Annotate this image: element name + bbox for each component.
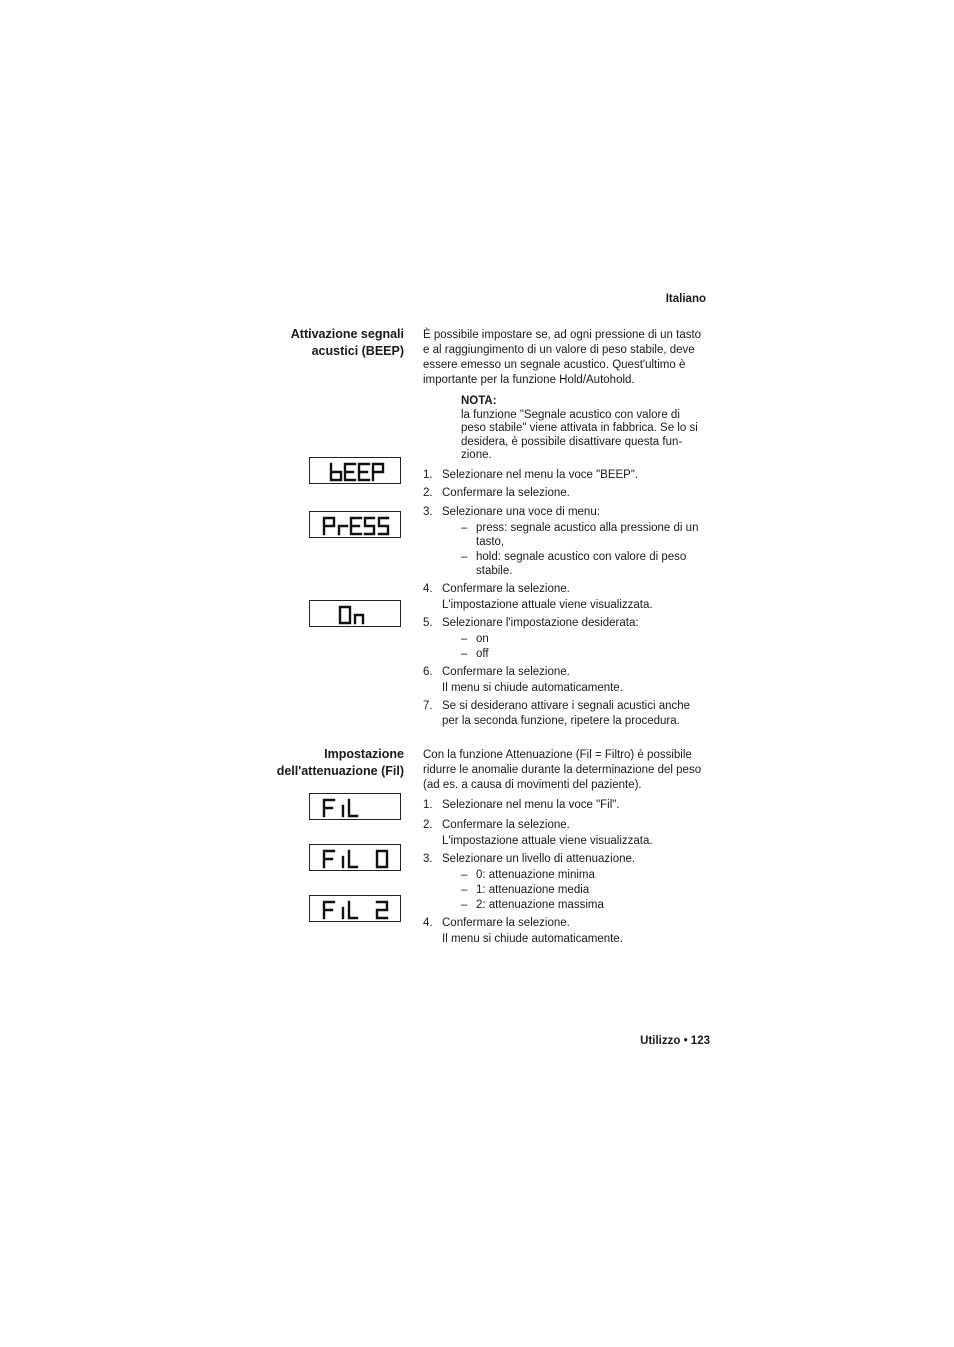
dash-bullet: – — [461, 884, 468, 896]
sub-item — [461, 521, 713, 550]
step-number: 3. — [423, 506, 433, 518]
text-line: press: segnale acustico alla pressione di un — [476, 521, 699, 534]
step-number: 4. — [423, 917, 433, 929]
page-footer: Utilizzo • 123 — [640, 1035, 710, 1047]
heading-line: acustici (BEEP) — [311, 344, 404, 358]
sub-item — [461, 550, 713, 579]
step-number: 3. — [423, 853, 433, 865]
step-item — [423, 581, 713, 613]
heading-line: Attivazione segnali — [290, 327, 404, 341]
lcd-segments — [310, 794, 402, 821]
lcd-display-fil — [309, 793, 401, 820]
sub-item — [461, 898, 713, 913]
text-line: tasto, — [476, 536, 505, 548]
text-line: off — [476, 648, 489, 660]
dash-bullet: – — [461, 648, 468, 660]
step-number: 2. — [423, 487, 433, 499]
lcd-display-on — [309, 600, 401, 627]
dash-bullet: – — [461, 633, 468, 645]
lcd-display-press — [309, 511, 401, 538]
step-text: Selezionare nel menu la voce "Fil". — [442, 799, 620, 811]
lcd-segments — [310, 458, 402, 485]
text-line: Con la funzione Attenuazione (Fil = Filtro) è possibile — [423, 749, 692, 761]
text-line: 2: attenuazione massima — [476, 899, 604, 911]
sub-item — [461, 868, 713, 883]
text-line: hold: segnale acustico con valore di peso — [476, 550, 687, 563]
step-number: 1. — [423, 799, 433, 811]
lcd-segments — [310, 896, 402, 923]
step-text: Confermare la selezione. — [442, 583, 570, 595]
sub-item — [461, 647, 713, 662]
step-item — [423, 798, 713, 813]
text-line: ridurre le anomalie durante la determinazione del peso — [423, 764, 702, 776]
text-line: importante per la funzione Hold/Autohold. — [423, 374, 635, 386]
text-line: essere emesso un segnale acustico. Quest'ultimo è — [423, 359, 686, 371]
text-line: peso stabile" viene attivata in fabbrica. Se lo si — [461, 422, 698, 434]
lcd-display-fil-2 — [309, 895, 401, 922]
dash-bullet: – — [461, 899, 468, 911]
step-item — [423, 915, 713, 947]
step-number: 5. — [423, 617, 433, 629]
step-text: Il menu si chiude automaticamente. — [442, 682, 623, 694]
heading-line: dell'attenuazione (Fil) — [276, 764, 404, 778]
step-text: Confermare la selezione. — [442, 487, 570, 499]
lcd-segments — [310, 845, 402, 872]
section-intro-fil — [423, 748, 709, 793]
text-line: zione. — [461, 449, 492, 461]
step-text: Selezionare nel menu la voce "BEEP". — [442, 469, 639, 481]
language-label: Italiano — [665, 293, 706, 305]
step-text: Selezionare l'impostazione desiderata: — [442, 617, 639, 629]
note-title: NOTA: — [461, 395, 497, 407]
text-line: 0: attenuazione minima — [476, 869, 595, 881]
text-line: desidera, è possibile disattivare questa fun- — [461, 435, 683, 448]
step-item — [423, 505, 713, 579]
text-line: (ad es. a causa di movimenti del paziente). — [423, 779, 642, 791]
step-text: Selezionare un livello di attenuazione. — [442, 853, 636, 865]
step-text: Confermare la selezione. — [442, 666, 570, 678]
step-number: 6. — [423, 666, 433, 678]
step-item — [423, 699, 713, 729]
text-line: la funzione "Segnale acustico con valore di — [461, 408, 680, 421]
section-intro-beep — [423, 328, 709, 388]
step-text: L'impostazione attuale viene visualizzata. — [442, 835, 653, 847]
step-item — [423, 817, 713, 849]
step-item — [423, 664, 713, 696]
sub-item — [461, 632, 713, 647]
step-text: Il menu si chiude automaticamente. — [442, 933, 623, 945]
section-heading-beep — [220, 326, 404, 360]
dash-bullet: – — [461, 869, 468, 881]
lcd-segments — [310, 512, 402, 539]
lcd-display-fil-0 — [309, 844, 401, 871]
step-item — [423, 468, 713, 483]
text-line: 1: attenuazione media — [476, 884, 590, 896]
text-line: on — [476, 633, 489, 645]
step-number: 1. — [423, 469, 433, 481]
lcd-display-beep — [309, 457, 401, 484]
dash-bullet: – — [461, 521, 468, 534]
section-heading-fil — [220, 746, 404, 780]
text-line: stabile. — [476, 565, 513, 577]
text-line: È possibile impostare se, ad ogni pressione di un tasto — [423, 329, 702, 341]
lcd-segments — [310, 601, 402, 628]
note-box — [461, 395, 709, 463]
step-text: Confermare la selezione. — [442, 917, 570, 929]
step-text: L'impostazione attuale viene visualizzata. — [442, 599, 653, 611]
step-text: per la seconda funzione, ripetere la procedura. — [442, 715, 680, 727]
step-item — [423, 616, 713, 662]
dash-bullet: – — [461, 550, 468, 563]
step-text: Confermare la selezione. — [442, 819, 570, 831]
step-text: Se si desiderano attivare i segnali acustici anche — [442, 700, 691, 712]
step-text: Selezionare una voce di menu: — [442, 506, 600, 518]
step-number: 7. — [423, 700, 433, 712]
step-number: 2. — [423, 819, 433, 831]
heading-line: Impostazione — [324, 747, 404, 761]
text-line: e al raggiungimento di un valore di peso stabile, deve — [423, 344, 695, 356]
step-item — [423, 486, 713, 501]
sub-item — [461, 883, 713, 898]
step-item — [423, 852, 713, 913]
step-number: 4. — [423, 583, 433, 595]
